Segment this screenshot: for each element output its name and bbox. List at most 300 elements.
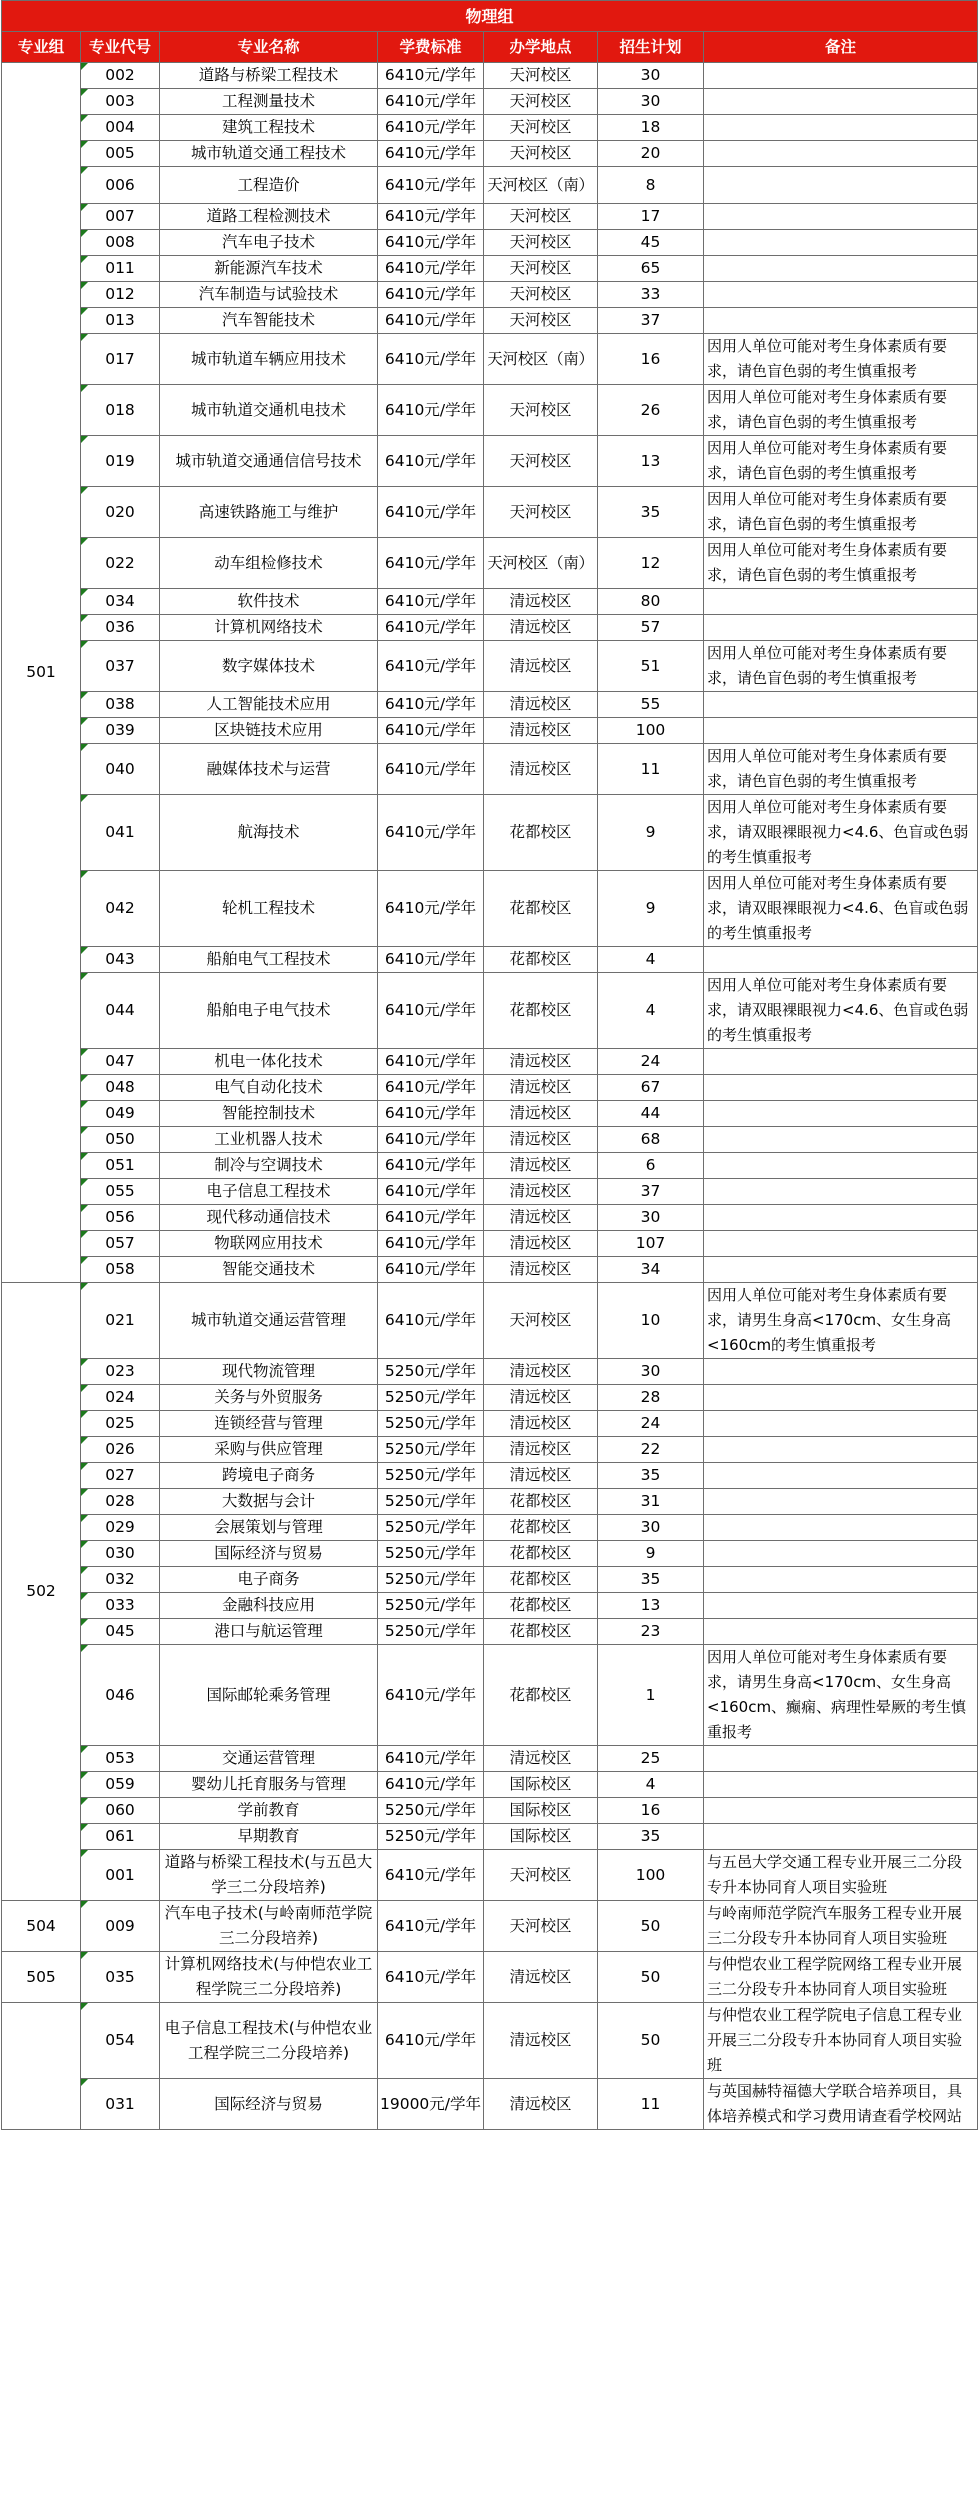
tuition-fee: 6410元/学年 xyxy=(378,1850,484,1901)
tuition-fee: 6410元/学年 xyxy=(378,1645,484,1746)
enrollment-plan: 1 xyxy=(598,1645,704,1746)
remarks xyxy=(704,947,978,973)
table-row xyxy=(2,1746,978,1772)
major-name: 婴幼儿托育服务与管理 xyxy=(160,1772,378,1798)
major-code: 060 xyxy=(81,1798,160,1824)
remarks xyxy=(704,1515,978,1541)
tuition-fee: 6410元/学年 xyxy=(378,115,484,141)
major-name: 道路工程检测技术 xyxy=(160,204,378,230)
major-code: 019 xyxy=(81,436,160,487)
major-name: 智能交通技术 xyxy=(160,1257,378,1283)
table-row xyxy=(2,487,978,538)
major-code: 024 xyxy=(81,1385,160,1411)
major-code: 051 xyxy=(81,1153,160,1179)
major-code: 021 xyxy=(81,1283,160,1359)
enrollment-plan: 28 xyxy=(598,1385,704,1411)
major-name: 城市轨道车辆应用技术 xyxy=(160,334,378,385)
major-name: 人工智能技术应用 xyxy=(160,692,378,718)
enrollment-plan: 57 xyxy=(598,615,704,641)
tuition-fee: 5250元/学年 xyxy=(378,1463,484,1489)
enrollment-plan: 100 xyxy=(598,1850,704,1901)
major-code: 003 xyxy=(81,89,160,115)
remarks: 因用人单位可能对考生身体素质有要求，请男生身高<170cm、女生身高<160cm、癫痫、病理性晕厥的考生慎重报考 xyxy=(704,1645,978,1746)
campus-location: 花都校区 xyxy=(484,1515,598,1541)
major-code: 050 xyxy=(81,1127,160,1153)
major-name: 工业机器人技术 xyxy=(160,1127,378,1153)
major-code: 046 xyxy=(81,1645,160,1746)
tuition-fee: 5250元/学年 xyxy=(378,1437,484,1463)
major-code: 004 xyxy=(81,115,160,141)
tuition-fee: 6410元/学年 xyxy=(378,1205,484,1231)
table-row xyxy=(2,795,978,871)
tuition-fee: 6410元/学年 xyxy=(378,1901,484,1952)
campus-location: 天河校区 xyxy=(484,1850,598,1901)
table-row xyxy=(2,1257,978,1283)
major-code: 032 xyxy=(81,1567,160,1593)
campus-location: 国际校区 xyxy=(484,1772,598,1798)
major-code: 056 xyxy=(81,1205,160,1231)
remarks xyxy=(704,89,978,115)
major-name: 物联网应用技术 xyxy=(160,1231,378,1257)
remarks xyxy=(704,589,978,615)
campus-location: 清远校区 xyxy=(484,1153,598,1179)
enrollment-plan: 35 xyxy=(598,1824,704,1850)
enrollment-plan: 9 xyxy=(598,795,704,871)
major-code: 029 xyxy=(81,1515,160,1541)
campus-location: 清远校区 xyxy=(484,744,598,795)
tuition-fee: 5250元/学年 xyxy=(378,1824,484,1850)
table-row xyxy=(2,744,978,795)
major-name: 动车组检修技术 xyxy=(160,538,378,589)
header-code: 专业代号 xyxy=(81,32,160,63)
major-code: 044 xyxy=(81,973,160,1049)
enrollment-plan: 30 xyxy=(598,1359,704,1385)
group-code: 502 xyxy=(2,1283,81,1901)
tuition-fee: 6410元/学年 xyxy=(378,385,484,436)
major-code: 018 xyxy=(81,385,160,436)
major-name: 机电一体化技术 xyxy=(160,1049,378,1075)
remarks: 与英国赫特福德大学联合培养项目，具体培养模式和学习费用请查看学校网站 xyxy=(704,2079,978,2130)
group-code: 501 xyxy=(2,63,81,1283)
tuition-fee: 6410元/学年 xyxy=(378,947,484,973)
tuition-fee: 5250元/学年 xyxy=(378,1541,484,1567)
campus-location: 清远校区 xyxy=(484,718,598,744)
tuition-fee: 6410元/学年 xyxy=(378,204,484,230)
major-name: 工程测量技术 xyxy=(160,89,378,115)
major-code: 047 xyxy=(81,1049,160,1075)
enrollment-plan: 13 xyxy=(598,436,704,487)
remarks xyxy=(704,718,978,744)
enrollment-plan: 30 xyxy=(598,89,704,115)
table-row xyxy=(2,692,978,718)
remarks xyxy=(704,230,978,256)
major-code: 059 xyxy=(81,1772,160,1798)
remarks xyxy=(704,1127,978,1153)
table-row xyxy=(2,641,978,692)
enrollment-plan: 17 xyxy=(598,204,704,230)
enrollment-plan: 16 xyxy=(598,334,704,385)
major-code: 023 xyxy=(81,1359,160,1385)
campus-location: 天河校区 xyxy=(484,436,598,487)
table-row xyxy=(2,1645,978,1746)
remarks xyxy=(704,692,978,718)
campus-location: 天河校区（南） xyxy=(484,538,598,589)
campus-location: 清远校区 xyxy=(484,1205,598,1231)
major-code: 005 xyxy=(81,141,160,167)
major-code: 054 xyxy=(81,2003,160,2079)
table-row xyxy=(2,1283,978,1359)
remarks xyxy=(704,1619,978,1645)
major-code: 039 xyxy=(81,718,160,744)
major-name: 道路与桥梁工程技术(与五邑大学三二分段培养) xyxy=(160,1850,378,1901)
major-name: 城市轨道交通工程技术 xyxy=(160,141,378,167)
enrollment-plan: 11 xyxy=(598,2079,704,2130)
tuition-fee: 6410元/学年 xyxy=(378,973,484,1049)
table-row xyxy=(2,1231,978,1257)
campus-location: 花都校区 xyxy=(484,795,598,871)
tuition-fee: 6410元/学年 xyxy=(378,641,484,692)
major-name: 数字媒体技术 xyxy=(160,641,378,692)
campus-location: 天河校区 xyxy=(484,141,598,167)
campus-location: 国际校区 xyxy=(484,1798,598,1824)
enrollment-plan: 35 xyxy=(598,1567,704,1593)
major-code: 025 xyxy=(81,1411,160,1437)
enrollment-plan: 31 xyxy=(598,1489,704,1515)
enrollment-plan: 34 xyxy=(598,1257,704,1283)
table-row xyxy=(2,1153,978,1179)
enrollment-plan: 13 xyxy=(598,1593,704,1619)
remarks xyxy=(704,1746,978,1772)
major-name: 新能源汽车技术 xyxy=(160,256,378,282)
tuition-fee: 5250元/学年 xyxy=(378,1385,484,1411)
remarks: 因用人单位可能对考生身体素质有要求，请色盲色弱的考生慎重报考 xyxy=(704,744,978,795)
campus-location: 天河校区 xyxy=(484,1283,598,1359)
enrollment-plan: 37 xyxy=(598,308,704,334)
campus-location: 天河校区 xyxy=(484,1901,598,1952)
campus-location: 天河校区 xyxy=(484,89,598,115)
enrollment-plan: 107 xyxy=(598,1231,704,1257)
major-name: 轮机工程技术 xyxy=(160,871,378,947)
table-row xyxy=(2,1437,978,1463)
major-name: 城市轨道交通通信信号技术 xyxy=(160,436,378,487)
campus-location: 天河校区 xyxy=(484,385,598,436)
major-code: 035 xyxy=(81,1952,160,2003)
table-row xyxy=(2,1541,978,1567)
major-name: 汽车电子技术 xyxy=(160,230,378,256)
major-code: 006 xyxy=(81,167,160,204)
major-name: 城市轨道交通机电技术 xyxy=(160,385,378,436)
campus-location: 清远校区 xyxy=(484,2003,598,2079)
remarks xyxy=(704,1463,978,1489)
major-name: 现代物流管理 xyxy=(160,1359,378,1385)
tuition-fee: 6410元/学年 xyxy=(378,230,484,256)
campus-location: 花都校区 xyxy=(484,1541,598,1567)
enrollment-plan: 100 xyxy=(598,718,704,744)
tuition-fee: 5250元/学年 xyxy=(378,1619,484,1645)
tuition-fee: 6410元/学年 xyxy=(378,1257,484,1283)
table-row xyxy=(2,1179,978,1205)
table-row xyxy=(2,436,978,487)
campus-location: 清远校区 xyxy=(484,692,598,718)
table-row xyxy=(2,1593,978,1619)
table-row xyxy=(2,1489,978,1515)
tuition-fee: 6410元/学年 xyxy=(378,1127,484,1153)
remarks: 因用人单位可能对考生身体素质有要求，请双眼裸眼视力<4.6、色盲或色弱的考生慎重报考 xyxy=(704,795,978,871)
table-row xyxy=(2,1205,978,1231)
major-name: 现代移动通信技术 xyxy=(160,1205,378,1231)
major-code: 013 xyxy=(81,308,160,334)
enrollment-plan: 50 xyxy=(598,2003,704,2079)
enrollment-plan: 20 xyxy=(598,141,704,167)
major-code: 011 xyxy=(81,256,160,282)
campus-location: 清远校区 xyxy=(484,641,598,692)
remarks: 因用人单位可能对考生身体素质有要求，请男生身高<170cm、女生身高<160cm的考生慎重报考 xyxy=(704,1283,978,1359)
remarks xyxy=(704,1179,978,1205)
tuition-fee: 6410元/学年 xyxy=(378,141,484,167)
major-code: 040 xyxy=(81,744,160,795)
tuition-fee: 5250元/学年 xyxy=(378,1593,484,1619)
remarks xyxy=(704,204,978,230)
major-name: 软件技术 xyxy=(160,589,378,615)
table-row xyxy=(2,1411,978,1437)
tuition-fee: 6410元/学年 xyxy=(378,615,484,641)
enrollment-plan: 33 xyxy=(598,282,704,308)
group-code xyxy=(2,2003,81,2130)
major-name: 计算机网络技术(与仲恺农业工程学院三二分段培养) xyxy=(160,1952,378,2003)
tuition-fee: 5250元/学年 xyxy=(378,1567,484,1593)
table-row xyxy=(2,589,978,615)
major-name: 电子信息工程技术 xyxy=(160,1179,378,1205)
tuition-fee: 5250元/学年 xyxy=(378,1798,484,1824)
major-code: 043 xyxy=(81,947,160,973)
major-name: 连锁经营与管理 xyxy=(160,1411,378,1437)
enrollment-plan: 16 xyxy=(598,1798,704,1824)
major-code: 031 xyxy=(81,2079,160,2130)
major-name: 制冷与空调技术 xyxy=(160,1153,378,1179)
enrollment-plan: 24 xyxy=(598,1411,704,1437)
campus-location: 清远校区 xyxy=(484,1101,598,1127)
major-name: 国际邮轮乘务管理 xyxy=(160,1645,378,1746)
major-code: 048 xyxy=(81,1075,160,1101)
major-code: 008 xyxy=(81,230,160,256)
major-code: 038 xyxy=(81,692,160,718)
table-row xyxy=(2,1798,978,1824)
campus-location: 清远校区 xyxy=(484,1746,598,1772)
table-row xyxy=(2,89,978,115)
major-name: 航海技术 xyxy=(160,795,378,871)
campus-location: 花都校区 xyxy=(484,973,598,1049)
tuition-fee: 6410元/学年 xyxy=(378,589,484,615)
campus-location: 花都校区 xyxy=(484,1593,598,1619)
major-code: 058 xyxy=(81,1257,160,1283)
enrollment-plan: 35 xyxy=(598,1463,704,1489)
table-row xyxy=(2,2079,978,2130)
major-name: 金融科技应用 xyxy=(160,1593,378,1619)
tuition-fee: 6410元/学年 xyxy=(378,692,484,718)
header-name: 专业名称 xyxy=(160,32,378,63)
major-code: 002 xyxy=(81,63,160,89)
major-name: 建筑工程技术 xyxy=(160,115,378,141)
table-row xyxy=(2,1619,978,1645)
major-code: 049 xyxy=(81,1101,160,1127)
campus-location: 天河校区 xyxy=(484,230,598,256)
tuition-fee: 6410元/学年 xyxy=(378,167,484,204)
admission-plan-table xyxy=(1,0,978,2130)
tuition-fee: 5250元/学年 xyxy=(378,1515,484,1541)
major-code: 012 xyxy=(81,282,160,308)
major-code: 041 xyxy=(81,795,160,871)
remarks xyxy=(704,1593,978,1619)
major-code: 028 xyxy=(81,1489,160,1515)
enrollment-plan: 80 xyxy=(598,589,704,615)
major-code: 001 xyxy=(81,1850,160,1901)
campus-location: 花都校区 xyxy=(484,1619,598,1645)
table-row xyxy=(2,1385,978,1411)
major-name: 船舶电气工程技术 xyxy=(160,947,378,973)
tuition-fee: 6410元/学年 xyxy=(378,436,484,487)
remarks: 因用人单位可能对考生身体素质有要求，请色盲色弱的考生慎重报考 xyxy=(704,641,978,692)
major-name: 汽车电子技术(与岭南师范学院三二分段培养) xyxy=(160,1901,378,1952)
enrollment-plan: 22 xyxy=(598,1437,704,1463)
campus-location: 天河校区 xyxy=(484,63,598,89)
remarks: 因用人单位可能对考生身体素质有要求，请色盲色弱的考生慎重报考 xyxy=(704,538,978,589)
remarks xyxy=(704,1231,978,1257)
tuition-fee: 6410元/学年 xyxy=(378,1153,484,1179)
remarks xyxy=(704,1772,978,1798)
tuition-fee: 5250元/学年 xyxy=(378,1489,484,1515)
major-name: 工程造价 xyxy=(160,167,378,204)
major-name: 采购与供应管理 xyxy=(160,1437,378,1463)
major-name: 汽车制造与试验技术 xyxy=(160,282,378,308)
group-code: 504 xyxy=(2,1901,81,1952)
table-row xyxy=(2,1772,978,1798)
table-row xyxy=(2,230,978,256)
major-code: 020 xyxy=(81,487,160,538)
tuition-fee: 6410元/学年 xyxy=(378,1179,484,1205)
remarks xyxy=(704,141,978,167)
table-row xyxy=(2,1127,978,1153)
enrollment-plan: 9 xyxy=(598,871,704,947)
remarks: 因用人单位可能对考生身体素质有要求，请双眼裸眼视力<4.6、色盲或色弱的考生慎重报考 xyxy=(704,973,978,1049)
enrollment-plan: 9 xyxy=(598,1541,704,1567)
major-name: 关务与外贸服务 xyxy=(160,1385,378,1411)
major-name: 大数据与会计 xyxy=(160,1489,378,1515)
enrollment-plan: 6 xyxy=(598,1153,704,1179)
major-code: 007 xyxy=(81,204,160,230)
table-row xyxy=(2,538,978,589)
major-code: 037 xyxy=(81,641,160,692)
tuition-fee: 6410元/学年 xyxy=(378,1231,484,1257)
table-row xyxy=(2,1075,978,1101)
tuition-fee: 6410元/学年 xyxy=(378,256,484,282)
enrollment-plan: 68 xyxy=(598,1127,704,1153)
header-fee: 学费标准 xyxy=(378,32,484,63)
group-code: 505 xyxy=(2,1952,81,2003)
tuition-fee: 6410元/学年 xyxy=(378,1952,484,2003)
campus-location: 花都校区 xyxy=(484,871,598,947)
campus-location: 清远校区 xyxy=(484,1127,598,1153)
enrollment-plan: 30 xyxy=(598,1515,704,1541)
table-body xyxy=(2,63,978,2130)
campus-location: 天河校区 xyxy=(484,256,598,282)
table-row xyxy=(2,718,978,744)
major-code: 061 xyxy=(81,1824,160,1850)
remarks: 因用人单位可能对考生身体素质有要求，请色盲色弱的考生慎重报考 xyxy=(704,436,978,487)
tuition-fee: 6410元/学年 xyxy=(378,538,484,589)
table-row xyxy=(2,973,978,1049)
table-row xyxy=(2,1359,978,1385)
remarks xyxy=(704,1437,978,1463)
campus-location: 清远校区 xyxy=(484,1385,598,1411)
enrollment-plan: 4 xyxy=(598,973,704,1049)
table-row xyxy=(2,385,978,436)
major-name: 计算机网络技术 xyxy=(160,615,378,641)
major-name: 城市轨道交通运营管理 xyxy=(160,1283,378,1359)
campus-location: 花都校区 xyxy=(484,1489,598,1515)
major-name: 智能控制技术 xyxy=(160,1101,378,1127)
enrollment-plan: 25 xyxy=(598,1746,704,1772)
major-code: 036 xyxy=(81,615,160,641)
remarks xyxy=(704,115,978,141)
campus-location: 清远校区 xyxy=(484,1411,598,1437)
enrollment-plan: 30 xyxy=(598,63,704,89)
remarks xyxy=(704,1541,978,1567)
campus-location: 花都校区 xyxy=(484,947,598,973)
remarks xyxy=(704,282,978,308)
major-name: 交通运营管理 xyxy=(160,1746,378,1772)
table-row xyxy=(2,334,978,385)
tuition-fee: 19000元/学年 xyxy=(378,2079,484,2130)
table-row xyxy=(2,2003,978,2079)
enrollment-plan: 11 xyxy=(598,744,704,795)
remarks xyxy=(704,1075,978,1101)
tuition-fee: 6410元/学年 xyxy=(378,1049,484,1075)
tuition-fee: 6410元/学年 xyxy=(378,744,484,795)
major-name: 早期教育 xyxy=(160,1824,378,1850)
tuition-fee: 6410元/学年 xyxy=(378,89,484,115)
table-row xyxy=(2,1463,978,1489)
campus-location: 清远校区 xyxy=(484,1463,598,1489)
major-name: 高速铁路施工与维护 xyxy=(160,487,378,538)
major-code: 009 xyxy=(81,1901,160,1952)
major-name: 国际经济与贸易 xyxy=(160,1541,378,1567)
remarks xyxy=(704,1567,978,1593)
enrollment-plan: 10 xyxy=(598,1283,704,1359)
enrollment-plan: 4 xyxy=(598,947,704,973)
campus-location: 花都校区 xyxy=(484,1567,598,1593)
tuition-fee: 6410元/学年 xyxy=(378,2003,484,2079)
enrollment-plan: 51 xyxy=(598,641,704,692)
major-name: 电气自动化技术 xyxy=(160,1075,378,1101)
table-row xyxy=(2,871,978,947)
enrollment-plan: 37 xyxy=(598,1179,704,1205)
tuition-fee: 6410元/学年 xyxy=(378,1772,484,1798)
major-code: 030 xyxy=(81,1541,160,1567)
remarks xyxy=(704,615,978,641)
table-row xyxy=(2,204,978,230)
remarks: 因用人单位可能对考生身体素质有要求，请双眼裸眼视力<4.6、色盲或色弱的考生慎重报考 xyxy=(704,871,978,947)
enrollment-plan: 50 xyxy=(598,1901,704,1952)
remarks xyxy=(704,167,978,204)
campus-location: 花都校区 xyxy=(484,1645,598,1746)
major-name: 港口与航运管理 xyxy=(160,1619,378,1645)
enrollment-plan: 8 xyxy=(598,167,704,204)
campus-location: 清远校区 xyxy=(484,1437,598,1463)
tuition-fee: 5250元/学年 xyxy=(378,1411,484,1437)
major-name: 区块链技术应用 xyxy=(160,718,378,744)
remarks xyxy=(704,1153,978,1179)
remarks: 与仲恺农业工程学院网络工程专业开展三二分段专升本协同育人项目实验班 xyxy=(704,1952,978,2003)
